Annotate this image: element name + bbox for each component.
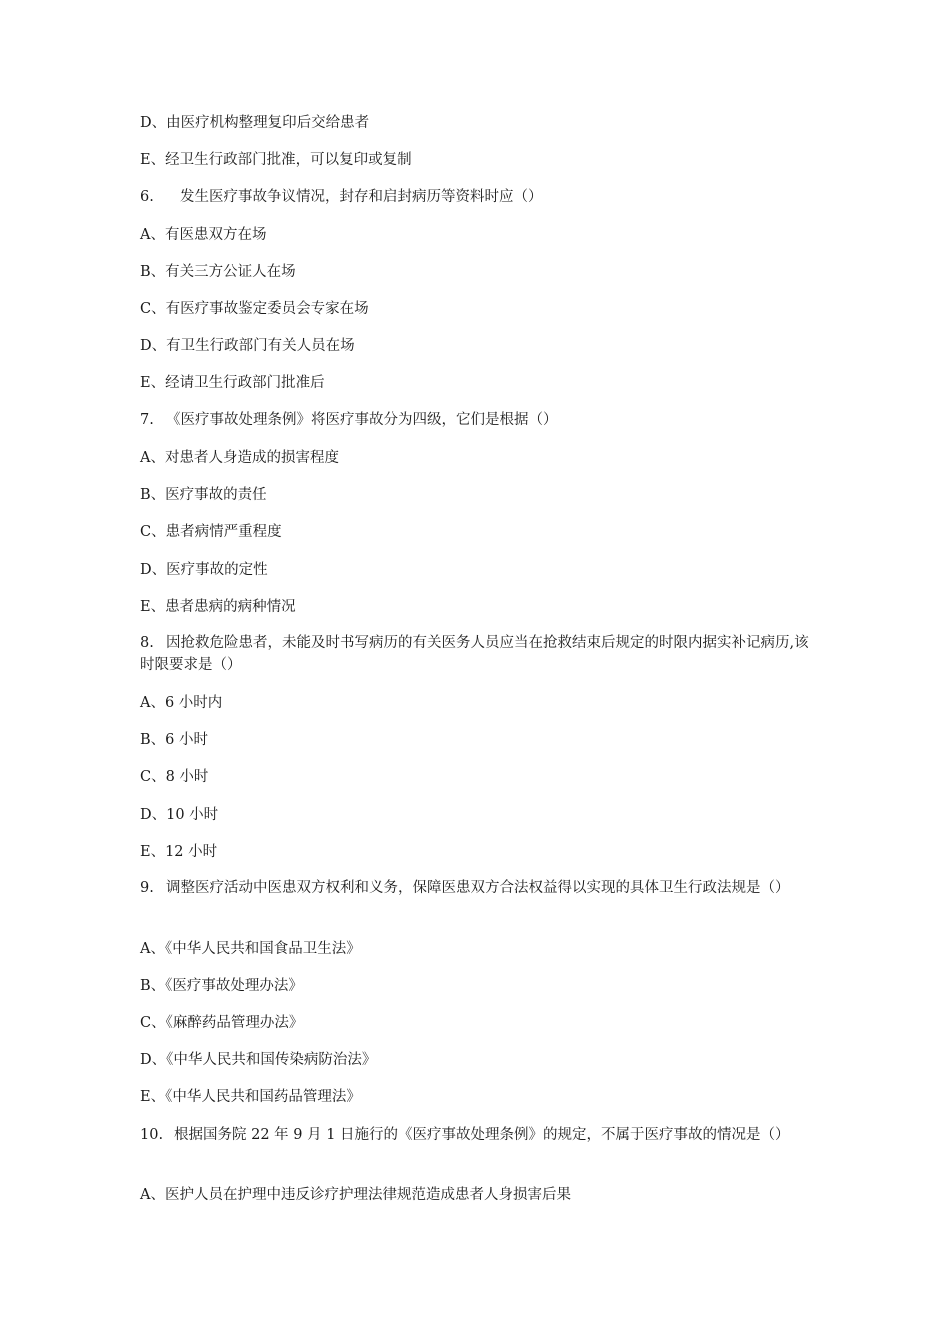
option-q7-a: A、对患者人身造成的损害程度 <box>140 450 339 466</box>
question-number: 7. <box>140 412 154 428</box>
option-q5-e: E、经卫生行政部门批准，可以复印或复制 <box>140 152 412 168</box>
question-text: 因抢救危险患者，未能及时书写病历的有关医务人员应当在抢救结束后规定的时限内据实补记病历,该时限要求是（） <box>140 635 809 673</box>
option-q8-c: C、8 小时 <box>140 769 209 785</box>
option-q7-b: B、医疗事故的责任 <box>140 487 267 503</box>
option-q6-a: A、有医患双方在场 <box>140 227 267 243</box>
option-q6-b: B、有关三方公证人在场 <box>140 264 296 280</box>
question-number: 9. <box>140 880 154 896</box>
option-q9-c: C、《麻醉药品管理办法》 <box>140 1015 304 1031</box>
question-number: 6. <box>140 189 154 205</box>
question-8 <box>140 632 820 676</box>
option-q6-c: C、有医疗事故鉴定委员会专家在场 <box>140 301 369 317</box>
question-number: 8. <box>140 635 154 651</box>
question-7 <box>140 410 558 430</box>
option-q6-d: D、有卫生行政部门有关人员在场 <box>140 338 355 354</box>
option-q10-a: A、医护人员在护理中违反诊疗护理法律规范造成患者人身损害后果 <box>140 1187 571 1203</box>
question-10 <box>140 1124 820 1146</box>
option-q9-e: E、《中华人民共和国药品管理法》 <box>140 1089 361 1105</box>
option-q7-c: C、患者病情严重程度 <box>140 524 282 540</box>
option-q6-e: E、经请卫生行政部门批准后 <box>140 375 325 391</box>
option-q9-b: B、《医疗事故处理办法》 <box>140 978 303 994</box>
question-text: 调整医疗活动中医患双方权利和义务，保障医患双方合法权益得以实现的具体卫生行政法规是（） <box>166 880 790 896</box>
option-q8-b: B、6 小时 <box>140 732 208 748</box>
option-q8-e: E、12 小时 <box>140 844 218 860</box>
option-q8-d: D、10 小时 <box>140 807 219 823</box>
option-q5-d: D、由医疗机构整理复印后交给患者 <box>140 115 370 131</box>
option-q7-e: E、患者患病的病种情况 <box>140 599 296 615</box>
question-6 <box>140 187 543 207</box>
option-q9-a: A、《中华人民共和国食品卫生法》 <box>140 941 361 957</box>
question-9 <box>140 877 820 899</box>
question-number: 10. <box>140 1127 164 1143</box>
option-q9-d: D、《中华人民共和国传染病防治法》 <box>140 1052 377 1068</box>
option-q8-a: A、6 小时内 <box>140 695 223 711</box>
question-text: 发生医疗事故争议情况，封存和启封病历等资料时应（） <box>180 189 543 205</box>
question-text: 《医疗事故处理条例》将医疗事故分为四级，它们是根据（） <box>166 412 558 428</box>
option-q7-d: D、医疗事故的定性 <box>140 562 268 578</box>
question-text: 根据国务院 22 年 9 月 1 日施行的《医疗事故处理条例》的规定，不属于医疗事故的情况是（） <box>174 1127 790 1143</box>
